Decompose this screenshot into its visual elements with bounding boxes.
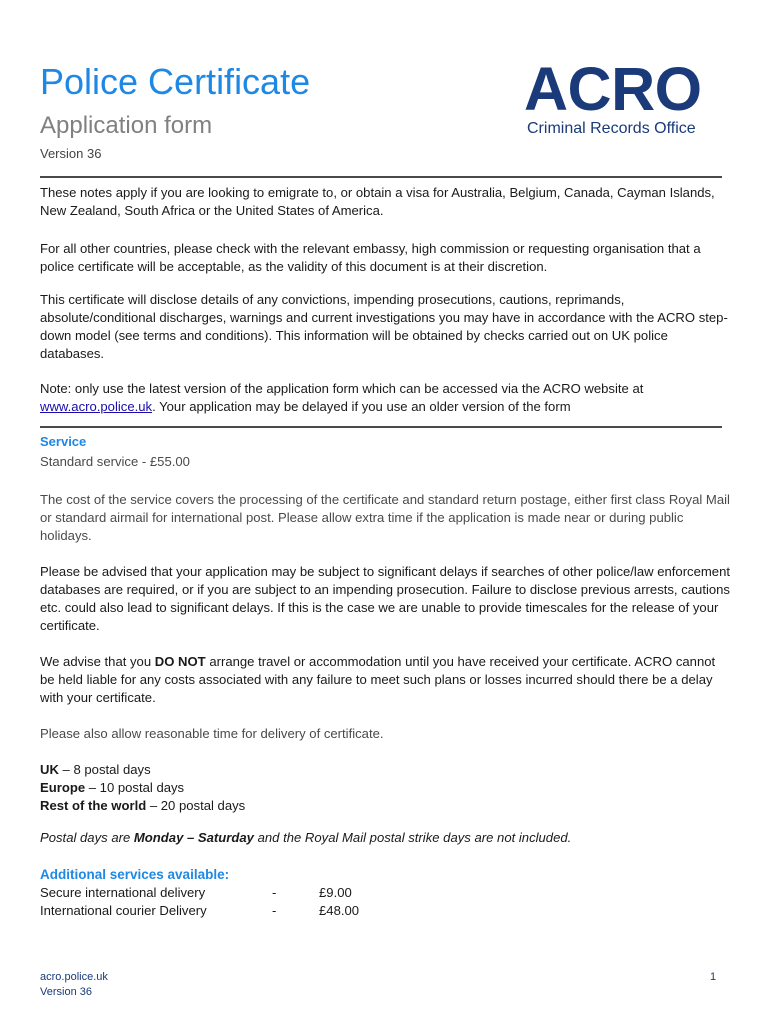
delay-warning-text: Please be advised that your application may be subject to significant delays if searches of other police/law enforcement databases are required, or if you are subject to an impending prosecution. Failure to disclose previous arrests, cautions etc. could also lead to significant delays. If this is the case we are unable to provide timescales for the release of your certificate. xyxy=(40,564,730,633)
delay-warning-paragraph xyxy=(40,563,730,635)
footer-version: Version 36 xyxy=(40,986,92,998)
logo-wordmark: ACRO xyxy=(524,55,702,123)
intro-text-3: This certificate will disclose details of any convictions, impending prosecutions, cautions, reprimands, absolute/conditional discharges, warnings and current investigations you may have in accordance with the ACRO step-down model (see terms and conditions). This information will be obtained by checks carried out on UK police databases. xyxy=(40,292,728,361)
service-name: International courier Delivery xyxy=(40,903,207,918)
intro-text-1: These notes apply if you are looking to emigrate to, or obtain a visa for Australia, Belgium, Canada, Cayman Islands, New Zealand, South Africa or the United States of America. xyxy=(40,185,715,218)
delivery-days: – 20 postal days xyxy=(146,798,246,813)
service-price: £48.00 xyxy=(319,903,360,918)
delivery-region: UK xyxy=(40,762,59,777)
postal-before: Postal days are xyxy=(40,830,134,845)
footer-site: acro.police.uk xyxy=(40,971,108,983)
delivery-region: Rest of the world xyxy=(40,798,147,813)
acro-logo xyxy=(524,55,734,138)
delivery-region: Europe xyxy=(40,780,86,795)
intro-paragraph-4 xyxy=(40,380,730,416)
divider xyxy=(40,426,722,428)
postal-emphasis: Monday – Saturday xyxy=(133,830,254,845)
service-cost-paragraph xyxy=(40,491,730,545)
intro-text-2: For all other countries, please check with the relevant embassy, high commission or requesting organisation that a police certificate will be acceptable, as the validity of this document is at their discretion. xyxy=(40,241,701,274)
document-subtitle: Application form xyxy=(40,112,213,139)
delivery-time-note: Please also allow reasonable time for delivery of certificate. xyxy=(40,726,384,741)
delivery-item xyxy=(40,797,730,815)
intro-text-4 xyxy=(40,380,730,416)
service-name: Secure international delivery xyxy=(40,885,206,900)
travel-advice-paragraph xyxy=(40,653,730,707)
delivery-days: – 8 postal days xyxy=(58,762,151,777)
document-title: Police Certificate xyxy=(40,61,311,102)
service-heading: Service xyxy=(40,434,87,449)
travel-advice-text xyxy=(40,653,730,707)
intro-paragraph-1 xyxy=(40,184,730,220)
service-price: £9.00 xyxy=(319,885,352,900)
additional-service-row xyxy=(40,884,440,902)
standard-service-price: Standard service - £55.00 xyxy=(40,454,190,469)
acro-website-link[interactable]: www.acro.police.uk xyxy=(40,399,153,414)
logo-tagline: Criminal Records Office xyxy=(527,120,696,137)
advise-after: arrange travel or accommodation until you have received your certificate. ACRO cannot be held liable for any costs associated with any failure to meet such plans or losses incurred should there be a delay with your certificate. xyxy=(40,654,716,705)
divider xyxy=(40,176,722,178)
advise-emphasis: DO NOT xyxy=(154,654,206,669)
delivery-days: – 10 postal days xyxy=(85,780,185,795)
service-dash: - xyxy=(272,903,277,918)
postal-after: and the Royal Mail postal strike days are not included. xyxy=(253,830,572,845)
page-number: 1 xyxy=(710,971,717,983)
additional-services-heading: Additional services available: xyxy=(40,867,230,882)
intro-paragraph-3 xyxy=(40,291,730,363)
intro-paragraph-2 xyxy=(40,240,730,276)
postal-days-note xyxy=(40,829,730,847)
advise-before: We advise that you xyxy=(40,654,155,669)
service-dash: - xyxy=(272,885,277,900)
note-text-before: Note: only use the latest version of the application form which can be accessed via the ACRO website at xyxy=(40,381,644,396)
service-cost-text: The cost of the service covers the processing of the certificate and standard return postage, either first class Royal Mail or standard airmail for international post. Please allow extra time if the application is made near or during public holidays. xyxy=(40,492,730,543)
version-label: Version 36 xyxy=(40,146,102,161)
delivery-item xyxy=(40,761,730,779)
delivery-item xyxy=(40,779,730,797)
note-text-after: . Your application may be delayed if you use an older version of the form xyxy=(152,399,571,414)
delivery-times-list xyxy=(40,761,730,815)
additional-service-row xyxy=(40,902,440,920)
